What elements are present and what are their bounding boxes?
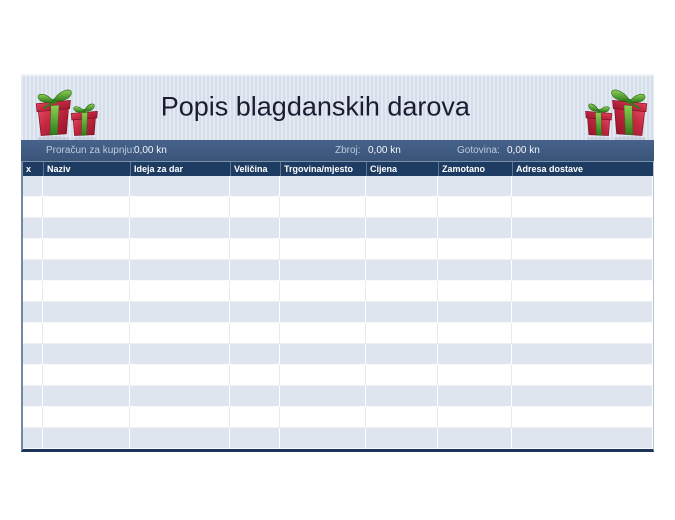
table-cell[interactable] (43, 428, 130, 449)
table-cell[interactable] (23, 176, 43, 197)
table-cell[interactable] (23, 218, 43, 239)
table-cell[interactable] (512, 428, 653, 449)
table-cell[interactable] (512, 239, 653, 260)
table-cell[interactable] (43, 197, 130, 218)
table-cell[interactable] (512, 407, 653, 428)
gift-list-table (21, 161, 654, 452)
table-cell[interactable] (438, 344, 512, 365)
table-cell[interactable] (230, 344, 280, 365)
table-cell[interactable] (438, 260, 512, 281)
table-cell[interactable] (438, 323, 512, 344)
cash-value[interactable]: 0,00 kn (507, 145, 540, 156)
table-cell[interactable] (230, 176, 280, 197)
table-cell[interactable] (280, 386, 366, 407)
gift-boxes-icon (576, 80, 654, 142)
table-cell[interactable] (130, 260, 230, 281)
table-cell[interactable] (366, 176, 438, 197)
table-row (23, 323, 653, 344)
table-cell[interactable] (438, 428, 512, 449)
table-cell[interactable] (43, 260, 130, 281)
table-cell[interactable] (438, 302, 512, 323)
table-cell[interactable] (230, 302, 280, 323)
table-cell[interactable] (512, 323, 653, 344)
table-cell[interactable] (366, 281, 438, 302)
table-cell[interactable] (366, 386, 438, 407)
table-cell[interactable] (23, 260, 43, 281)
column-header-cijena[interactable]: Cijena (366, 162, 438, 176)
table-cell[interactable] (280, 281, 366, 302)
table-cell[interactable] (43, 218, 130, 239)
column-header-zamotano[interactable]: Zamotano (438, 162, 512, 176)
table-cell[interactable] (43, 281, 130, 302)
column-header-ideja-za-dar[interactable]: Ideja za dar (130, 162, 230, 176)
table-row (23, 218, 653, 239)
table-body (23, 176, 653, 449)
table-row (23, 407, 653, 428)
table-cell[interactable] (130, 407, 230, 428)
table-cell[interactable] (366, 323, 438, 344)
table-cell[interactable] (230, 365, 280, 386)
table-row (23, 176, 653, 197)
table-row (23, 302, 653, 323)
table-cell[interactable] (280, 239, 366, 260)
table-cell[interactable] (230, 218, 280, 239)
table-cell[interactable] (23, 197, 43, 218)
table-row (23, 260, 653, 281)
table-cell[interactable] (130, 365, 230, 386)
table-cell[interactable] (366, 239, 438, 260)
table-cell[interactable] (130, 176, 230, 197)
totals-bar (21, 140, 654, 161)
table-cell[interactable] (23, 407, 43, 428)
table-row (23, 239, 653, 260)
table-cell[interactable] (23, 386, 43, 407)
table-row (23, 386, 653, 407)
table-cell[interactable] (438, 197, 512, 218)
title-banner (21, 74, 654, 140)
table-cell[interactable] (512, 197, 653, 218)
table-cell[interactable] (43, 386, 130, 407)
table-cell[interactable] (512, 176, 653, 197)
table-cell[interactable] (512, 302, 653, 323)
column-header-veličina[interactable]: Veličina (230, 162, 280, 176)
table-cell[interactable] (130, 239, 230, 260)
table-cell[interactable] (230, 407, 280, 428)
table-cell[interactable] (23, 344, 43, 365)
budget-label: Proračun za kupnju: (46, 145, 135, 156)
table-cell[interactable] (230, 239, 280, 260)
table-cell[interactable] (438, 386, 512, 407)
table-cell[interactable] (230, 323, 280, 344)
table-cell[interactable] (23, 365, 43, 386)
column-header-adresa-dostave[interactable]: Adresa dostave (512, 162, 653, 176)
table-cell[interactable] (130, 323, 230, 344)
table-row (23, 197, 653, 218)
table-cell[interactable] (23, 323, 43, 344)
table-cell[interactable] (512, 344, 653, 365)
table-cell[interactable] (23, 428, 43, 449)
table-cell[interactable] (280, 197, 366, 218)
table-cell[interactable] (230, 281, 280, 302)
table-cell[interactable] (280, 428, 366, 449)
table-cell[interactable] (43, 176, 130, 197)
total-value[interactable]: 0,00 kn (368, 145, 401, 156)
table-cell[interactable] (130, 344, 230, 365)
table-cell[interactable] (23, 239, 43, 260)
table-cell[interactable] (230, 386, 280, 407)
gift-boxes-icon (29, 80, 107, 142)
table-cell[interactable] (438, 239, 512, 260)
table-cell[interactable] (43, 344, 130, 365)
table-cell[interactable] (43, 365, 130, 386)
budget-value[interactable]: 0,00 kn (134, 145, 167, 156)
table-cell[interactable] (280, 323, 366, 344)
table-cell[interactable] (130, 197, 230, 218)
table-cell[interactable] (366, 302, 438, 323)
table-cell[interactable] (512, 218, 653, 239)
table-cell[interactable] (366, 428, 438, 449)
column-header-naziv[interactable]: Naziv (43, 162, 130, 176)
table-cell[interactable] (130, 218, 230, 239)
table-cell[interactable] (438, 218, 512, 239)
table-cell[interactable] (512, 260, 653, 281)
table-cell[interactable] (438, 176, 512, 197)
table-row (23, 365, 653, 386)
page-title: Popis blagdanskih darova (160, 91, 470, 122)
table-cell[interactable] (43, 407, 130, 428)
table-row (23, 344, 653, 365)
table-cell[interactable] (366, 344, 438, 365)
column-header-x[interactable]: x (26, 164, 32, 174)
table-cell[interactable] (512, 281, 653, 302)
table-row (23, 428, 653, 449)
table-cell[interactable] (366, 407, 438, 428)
table-cell[interactable] (280, 260, 366, 281)
table-cell[interactable] (438, 365, 512, 386)
table-header-row (23, 161, 653, 176)
table-cell[interactable] (512, 386, 653, 407)
table-cell[interactable] (438, 407, 512, 428)
cash-label: Gotovina: (457, 145, 500, 156)
table-cell[interactable] (43, 239, 130, 260)
table-cell[interactable] (366, 218, 438, 239)
table-cell[interactable] (280, 407, 366, 428)
table-cell[interactable] (280, 176, 366, 197)
table-cell[interactable] (280, 302, 366, 323)
table-cell[interactable] (280, 365, 366, 386)
table-cell[interactable] (130, 428, 230, 449)
table-cell[interactable] (230, 428, 280, 449)
table-cell[interactable] (23, 281, 43, 302)
table-cell[interactable] (366, 260, 438, 281)
table-cell[interactable] (130, 302, 230, 323)
table-cell[interactable] (280, 218, 366, 239)
table-row (23, 281, 653, 302)
table-cell[interactable] (280, 344, 366, 365)
table-cell[interactable] (130, 386, 230, 407)
table-cell[interactable] (130, 281, 230, 302)
table-cell[interactable] (23, 302, 43, 323)
table-cell[interactable] (366, 197, 438, 218)
table-cell[interactable] (230, 197, 280, 218)
total-label: Zbroj: (335, 145, 361, 156)
table-cell[interactable] (230, 260, 280, 281)
table-cell[interactable] (43, 302, 130, 323)
column-header-trgovina-mjesto[interactable]: Trgovina/mjesto (280, 162, 366, 176)
table-cell[interactable] (366, 365, 438, 386)
table-cell[interactable] (43, 323, 130, 344)
table-cell[interactable] (512, 365, 653, 386)
table-cell[interactable] (438, 281, 512, 302)
